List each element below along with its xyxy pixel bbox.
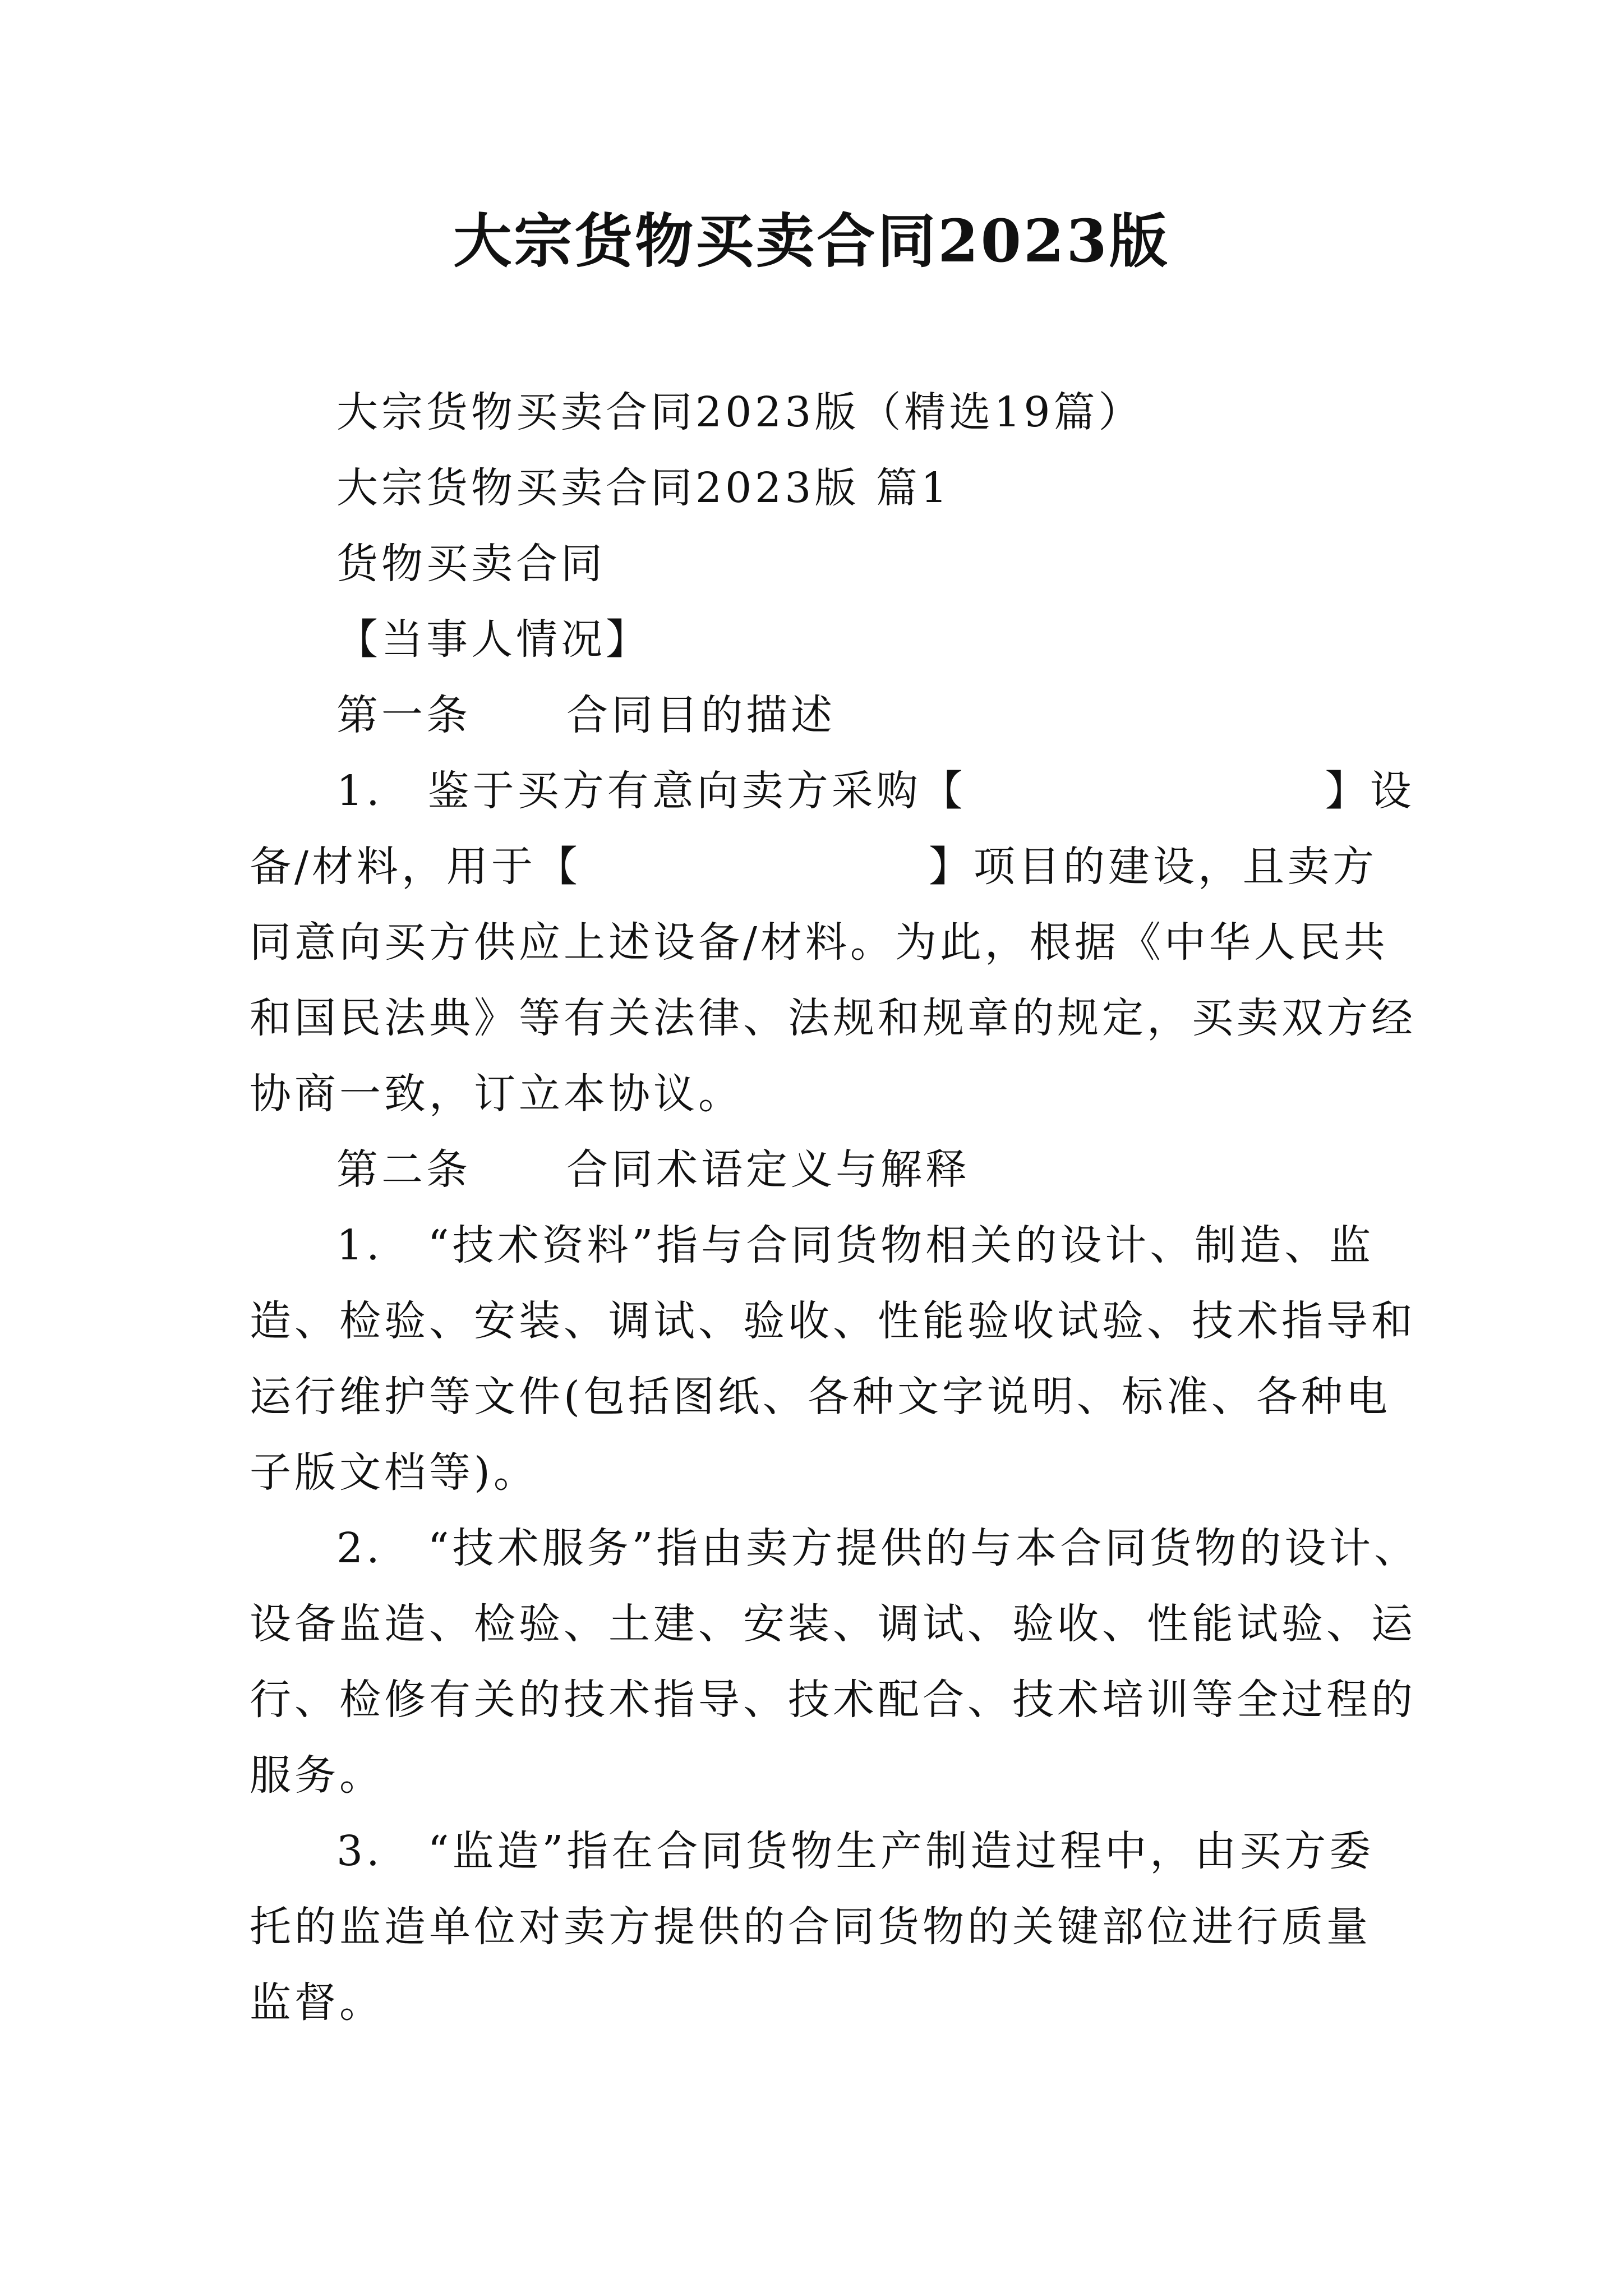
contract-name: 货物买卖合同 [336,540,606,588]
article1-item1-line5: 协商一致，订立本协议。 [250,1070,743,1118]
article2-item2-line3: 行、检修有关的技术指导、技术配合、技术培训等全过程的 [250,1676,1416,1724]
article2-number: 第二条 [336,1145,471,1194]
article2-item3-line3: 监督。 [250,1978,384,2027]
article1-item1-line2: 备/材料，用于【 】项目的建设，且卖方 [250,843,1377,891]
item-number: 2. [336,1524,383,1572]
article1-item1-line4: 和国民法典》等有关法律、法规和规章的规定，买卖双方经 [250,994,1416,1042]
article2-title: 合同术语定义与解释 [566,1145,970,1194]
article2-item2-line4: 服务。 [250,1751,384,1800]
article1-heading [336,684,836,746]
article2-item1-line4: 子版文档等)。 [250,1448,538,1497]
article2-item2-line2: 设备监造、检验、土建、安装、调试、验收、性能试验、运 [250,1600,1416,1648]
article1-title: 合同目的描述 [566,691,836,739]
article1-item1-line1: 1. 鉴于买方有意向卖方采购【 】设 [336,767,1415,815]
parties-heading: 【当事人情况】 [336,615,651,664]
article1-item1-line3: 同意向买方供应上述设备/材料。为此，根据《中华人民共 [250,918,1389,967]
item-number: 1. [336,767,383,815]
item-number: 1. [336,1221,383,1269]
article2-item2-line1: 2. “技术服务”指由卖方提供的与本合同货物的设计、 [336,1524,1419,1572]
chapter-heading: 大宗货物买卖合同2023版 篇1 [336,464,951,512]
item-number: 3. [336,1827,383,1875]
article1-number: 第一条 [336,691,471,739]
subtitle: 大宗货物买卖合同2023版（精选19篇） [336,388,1144,436]
article2-item1-line3: 运行维护等文件(包括图纸、各种文字说明、标准、各种电 [250,1373,1391,1421]
article2-item3-line2: 托的监造单位对卖方提供的合同货物的关键部位进行质量 [250,1903,1371,1951]
article2-item1-line2: 造、检验、安装、调试、验收、性能验收试验、技术指导和 [250,1297,1416,1345]
article2-item1-line1: 1. “技术资料”指与合同货物相关的设计、制造、监 [336,1221,1375,1269]
document-title: 大宗货物买卖合同2023版 [453,206,1170,275]
article2-heading [336,1139,970,1200]
article2-item3-line1: 3. “监造”指在合同货物生产制造过程中，由买方委 [336,1827,1375,1875]
